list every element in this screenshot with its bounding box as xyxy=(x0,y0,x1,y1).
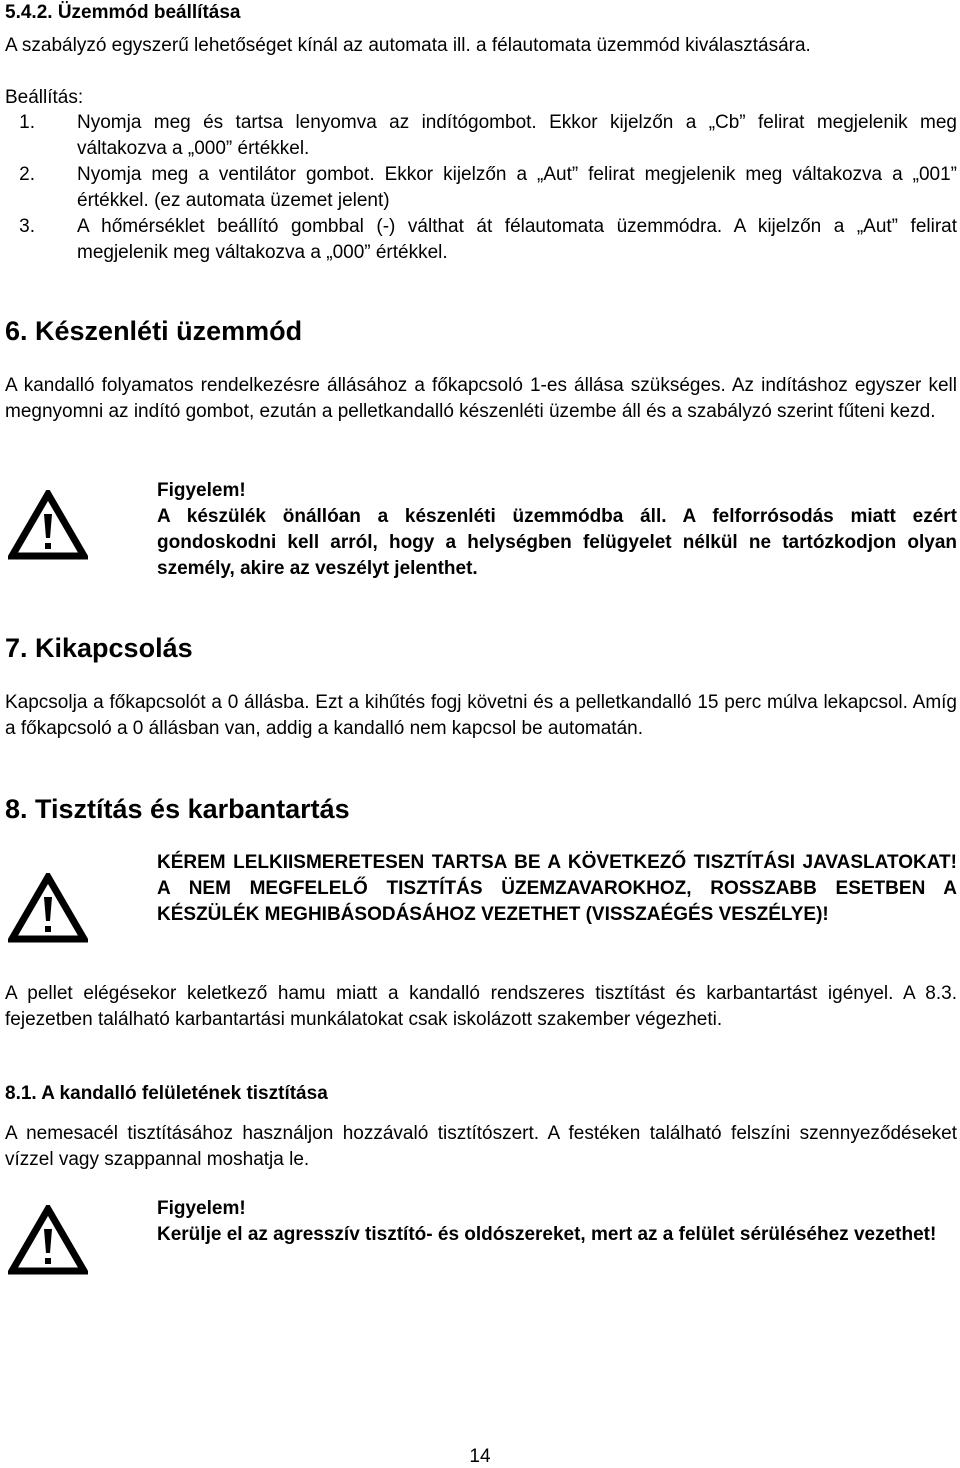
setup-label: Beállítás: xyxy=(5,87,84,108)
warning-triangle-icon xyxy=(8,873,88,943)
section-7-title: 7. Kikapcsolás xyxy=(5,633,193,663)
warning-text: Kerülje el az agresszív tisztító- és oldószereket, mert az a felület sérüléséhez vezethet! xyxy=(157,1224,937,1245)
warning-text: KÉREM LELKIISMERETESEN TARTSA BE A KÖVETKEZŐ TISZTÍTÁSI JAVASLATOKAT! A NEM MEGFELELŐ TISZTÍTÁS ÜZEMZAVAROKHOZ, ROSSZABB ESETBEN A KÉSZÜLÉK MEGHIBÁSODÁSÁHOZ VEZETHET (VISSZAÉGÉS VESZÉLYE)! xyxy=(157,852,957,925)
warning-triangle-icon xyxy=(8,490,88,560)
section-542-title: 5.4.2. Üzemmód beállítása xyxy=(5,2,241,23)
step-number: 1. xyxy=(19,112,35,133)
section-542-intro: A szabályzó egyszerű lehetőséget kínál az automata ill. a félautomata üzemmód kiválasztására. xyxy=(5,35,811,56)
section-7-body: Kapcsolja a főkapcsolót a 0 állásba. Ezt a kihűtés fogj követni és a pelletkandalló 15 perc múlva lekapcsol. Amíg a főkapcsoló a 0 állásban van, addig a kandalló nem kapcsol be automatán. xyxy=(5,692,957,739)
step-number: 3. xyxy=(19,216,35,237)
warning-label: Figyelem! xyxy=(157,1198,246,1219)
step-text: A hőmérséklet beállító gombbal (-) válthat át félautomata üzemmódra. A kijelzőn a „Aut” felirat megjelenik meg váltakozva a „000” értékkel. xyxy=(77,216,957,263)
section-8-title: 8. Tisztítás és karbantartás xyxy=(5,794,350,824)
warning-triangle-icon xyxy=(8,1205,88,1275)
section-81-title: 8.1. A kandalló felületének tisztítása xyxy=(5,1083,328,1104)
warning-label: Figyelem! xyxy=(157,480,246,501)
section-81-body: A nemesacél tisztításához használjon hozzávaló tisztítószert. A festéken található felszíni szennyeződéseket vízzel vagy szappannal moshatja le. xyxy=(5,1123,957,1170)
step-text: Nyomja meg a ventilátor gombot. Ekkor kijelzőn a „Aut” felirat megjelenik meg váltakozva a „001” értékkel. (ez automata üzemet jelent) xyxy=(77,164,957,211)
section-6-title: 6. Készenléti üzemmód xyxy=(5,316,303,346)
section-8-body: A pellet elégésekor keletkező hamu miatt a kandalló rendszeres tisztítást és karbantartást igényel. A 8.3. fejezetben található karbantartási munkálatokat csak iskolázott szakember végezheti. xyxy=(5,983,957,1030)
step-text: Nyomja meg és tartsa lenyomva az indítógombot. Ekkor kijelzőn a „Cb” felirat megjelenik meg váltakozva a „000” értékkel. xyxy=(77,112,957,159)
page-number: 14 xyxy=(469,1446,491,1467)
step-number: 2. xyxy=(19,164,35,185)
section-6-body: A kandalló folyamatos rendelkezésre állásához a főkapcsoló 1-es állása szükséges. Az indításhoz egyszer kell megnyomni az indító gombot, ezután a pelletkandalló készenléti üzembe áll és a szabályzó szerint fűteni kezd. xyxy=(5,375,957,422)
warning-text: A készülék önállóan a készenléti üzemmódba áll. A felforrósodás miatt ezért gondoskodni kell arról, hogy a helységben felügyelet nélkül ne tartózkodjon olyan személy, akire az veszélyt jelenthet. xyxy=(157,506,957,579)
